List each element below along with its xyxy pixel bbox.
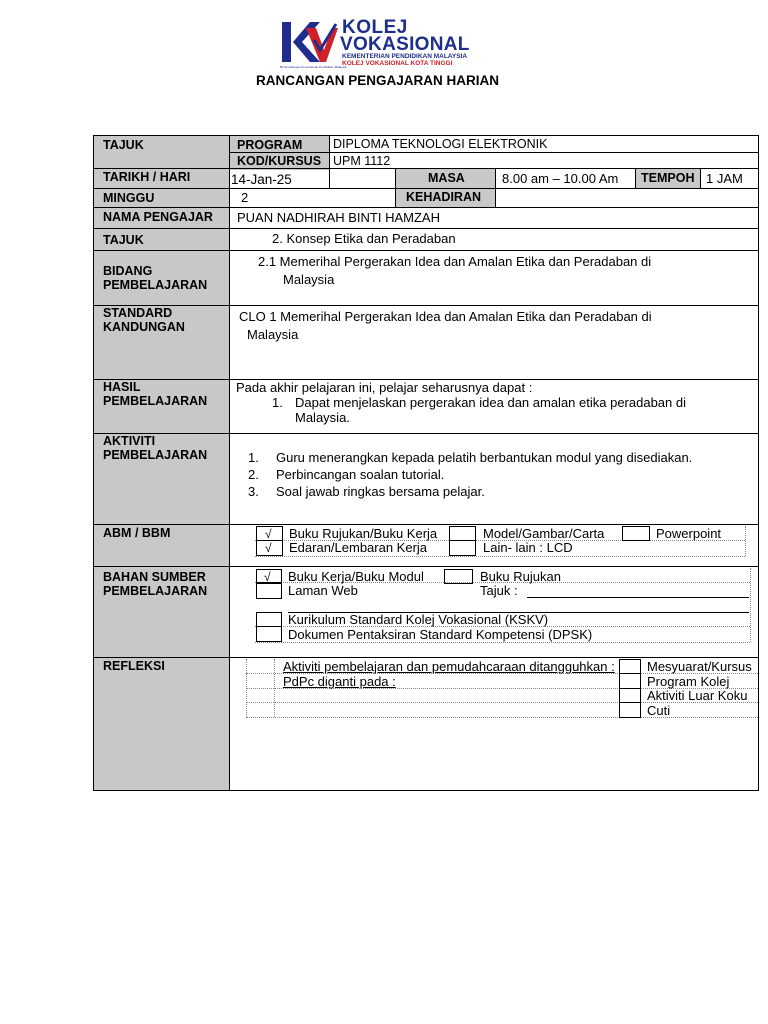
logo-line-4: KOLEJ VOKASIONAL KOTA TINGGI	[342, 60, 453, 67]
refleksi-opt1-checkbox[interactable]	[619, 659, 641, 674]
bahan-buku-rujukan-label: Buku Rujukan	[480, 569, 561, 584]
bahan-tajuk-label: Tajuk :	[480, 583, 518, 598]
refleksi-opt2-checkbox[interactable]	[619, 673, 641, 689]
bahan-dpsk-checkbox[interactable]	[256, 626, 282, 642]
document-title: RANCANGAN PENGAJARAN HARIAN	[256, 73, 500, 88]
aktiviti-label-2: PEMBELAJARAN	[103, 448, 208, 462]
tempoh-value: 1 JAM	[706, 171, 743, 186]
abm-powerpoint-checkbox[interactable]	[622, 526, 650, 541]
minggu-label: MINGGU	[103, 191, 155, 205]
tempoh-label: TEMPOH	[641, 171, 695, 185]
refleksi-opt1-label: Mesyuarat/Kursus	[647, 659, 752, 674]
logo-small-text: Bil Sumbangan Kementerian Pendidikan Malaysia	[280, 65, 347, 69]
minggu-value: 2	[241, 190, 249, 205]
bahan-buku-rujukan-checkbox[interactable]	[444, 569, 473, 584]
kodkursus-label: KOD/KURSUS	[237, 154, 322, 168]
bahan-dpsk-label: Dokumen Pentaksiran Standard Kompetensi (DPSK)	[288, 627, 593, 642]
refleksi-opt2-label: Program Kolej	[647, 674, 730, 689]
tarikh-value: 14-Jan-25	[231, 172, 292, 187]
bahan-tajuk-line	[527, 597, 749, 598]
aktiviti-num: 3.	[248, 484, 259, 499]
aktiviti-label-1: AKTIVITI	[103, 434, 156, 448]
refleksi-label: REFLEKSI	[103, 659, 165, 673]
nama-pengajar-label: NAMA PENGAJAR	[103, 210, 213, 224]
bidang-label-1: BIDANG	[103, 264, 153, 278]
refleksi-opt3-label: Aktiviti Luar Koku	[647, 688, 748, 703]
logo-line-1: KOLEJ	[342, 17, 408, 38]
logo-line-3: KEMENTERIAN PENDIDIKAN MALAYSIA	[342, 53, 468, 60]
abm-label: ABM / BBM	[103, 526, 171, 540]
hasil-item-1: Dapat menjelaskan pergerakan idea dan amalan etika peradaban di	[295, 395, 686, 410]
program-value: DIPLOMA TEKNOLOGI ELEKTRONIK	[333, 137, 548, 151]
abm-lain-checkbox[interactable]	[449, 540, 476, 556]
hasil-intro: Pada akhir pelajaran ini, pelajar seharusnya dapat :	[236, 380, 533, 395]
kehadiran-label: KEHADIRAN	[406, 190, 481, 204]
standard-value-2: Malaysia	[247, 327, 299, 342]
hasil-label-2: PEMBELAJARAN	[103, 394, 208, 408]
abm-powerpoint-label: Powerpoint	[656, 526, 722, 541]
refleksi-opt4-checkbox[interactable]	[619, 702, 641, 718]
refleksi-opt3-checkbox[interactable]	[619, 688, 641, 703]
abm-edaran-check: √	[265, 541, 272, 555]
abm-buku-label: Buku Rujukan/Buku Kerja	[289, 526, 438, 541]
bidang-value-2: Malaysia	[283, 272, 335, 287]
hasil-item-2: Malaysia.	[295, 410, 350, 425]
kv-emblem-icon	[280, 20, 340, 64]
refleksi-opt4-label: Cuti	[647, 703, 671, 718]
abm-model-checkbox[interactable]	[449, 526, 476, 541]
aktiviti-num: 1.	[248, 450, 259, 465]
abm-buku-check: √	[265, 527, 272, 541]
bahan-laman-checkbox[interactable]	[256, 583, 282, 599]
bahan-buku-kerja-check: √	[264, 570, 271, 584]
bahan-laman-label: Laman Web	[288, 583, 358, 598]
refleksi-ditangguh: Aktiviti pembelajaran dan pemudahcaraan ditangguhkan :	[283, 659, 615, 674]
bahan-kskv-checkbox[interactable]	[256, 612, 282, 627]
refleksi-diganti: PdPc diganti pada :	[283, 674, 396, 689]
tarikh-label: TARIKH / HARI	[103, 170, 191, 184]
standard-label-1: STANDARD	[103, 306, 173, 320]
nama-pengajar-value: PUAN NADHIRAH BINTI HAMZAH	[237, 210, 440, 225]
hasil-item-number: 1.	[272, 395, 283, 410]
bidang-value-1: 2.1 Memerihal Pergerakan Idea dan Amalan Etika dan Peradaban di	[258, 254, 652, 269]
bahan-label-1: BAHAN SUMBER	[103, 570, 206, 584]
program-label: PROGRAM	[237, 138, 303, 152]
aktiviti-item: Guru menerangkan kepada pelatih berbantukan modul yang disediakan.	[276, 450, 693, 465]
bidang-label-2: PEMBELAJARAN	[103, 278, 208, 292]
kodkursus-value: UPM 1112	[333, 154, 391, 168]
tajuk-topic-value: 2. Konsep Etika dan Peradaban	[272, 231, 456, 246]
bahan-label-2: PEMBELAJARAN	[103, 584, 208, 598]
abm-lain-label: Lain- lain : LCD	[483, 540, 573, 555]
aktiviti-item: Perbincangan soalan tutorial.	[276, 467, 445, 482]
logo-line-2: VOKASIONAL	[340, 34, 470, 55]
college-logo	[280, 17, 490, 70]
standard-label-2: KANDUNGAN	[103, 320, 185, 334]
masa-label: MASA	[428, 171, 465, 185]
masa-value: 8.00 am – 10.00 Am	[502, 171, 619, 186]
standard-value-1: CLO 1 Memerihal Pergerakan Idea dan Amalan Etika dan Peradaban di	[239, 309, 652, 324]
hasil-label-1: HASIL	[103, 380, 141, 394]
aktiviti-num: 2.	[248, 467, 259, 482]
abm-model-label: Model/Gambar/Carta	[483, 526, 605, 541]
tajuk-label: TAJUK	[103, 138, 144, 152]
bahan-kskv-label: Kurikulum Standard Kolej Vokasional (KSKV)	[288, 612, 549, 627]
bahan-buku-kerja-label: Buku Kerja/Buku Modul	[288, 569, 424, 584]
aktiviti-item: Soal jawab ringkas bersama pelajar.	[276, 484, 485, 499]
tajuk-topic-label: TAJUK	[103, 233, 144, 247]
abm-edaran-label: Edaran/Lembaran Kerja	[289, 540, 428, 555]
